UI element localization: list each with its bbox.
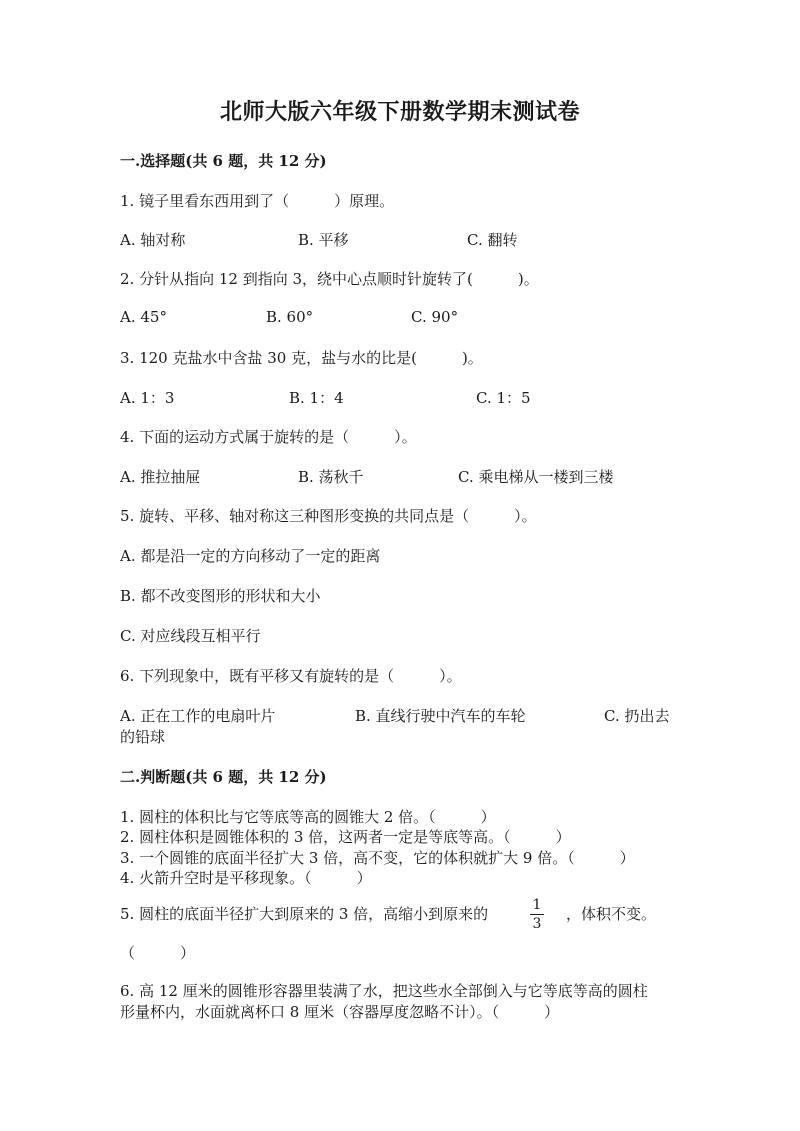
q3-option-c: C. 1：5: [476, 389, 531, 407]
q4-option-b: B. 荡秋千: [298, 468, 364, 486]
tf-item-5-fraction: [528, 898, 546, 931]
q5-text: 5. 旋转、平移、轴对称这三种图形变换的共同点是（ ）。: [120, 507, 537, 525]
q5-option-a: A. 都是沿一定的方向移动了一定的距离: [120, 547, 381, 565]
q4-option-a: A. 推拉抽屉: [120, 468, 201, 486]
q1-option-c: C. 翻转: [467, 231, 518, 249]
tf-item-5-blank: （ ）: [120, 944, 196, 962]
tf-item-1: 1. 圆柱的体积比与它等底等高的圆锥大 2 倍。（ ）: [120, 808, 496, 826]
q6-text: 6. 下列现象中，既有平移又有旋转的是（ ）。: [120, 667, 462, 685]
q6-option-a: A. 正在工作的电扇叶片: [120, 707, 276, 725]
q4-text: 4. 下面的运动方式属于旋转的是（ ）。: [120, 428, 417, 446]
tf-item-6-line1: 6. 高 12 厘米的圆锥形容器里装满了水，把这些水全部倒入与它等底等高的圆柱: [120, 982, 648, 1000]
q1-option-a: A. 轴对称: [120, 231, 186, 249]
tf-item-6-line2: 形量杯内，水面就离杯口 8 厘米（容器厚度忽略不计）。（ ）: [120, 1003, 560, 1021]
tf-item-4: 4. 火箭升空时是平移现象。（ ）: [120, 869, 372, 887]
tf-item-5-after: ，体积不变。: [566, 905, 657, 923]
q6-option-c-continued: 的铅球: [120, 728, 166, 746]
section2-heading: 二.判断题(共 6 题，共 12 分): [120, 768, 327, 786]
q2-option-c: C. 90°: [411, 308, 459, 326]
page-title: 北师大版六年级下册数学期末测试卷: [219, 99, 580, 125]
section1-heading: 一.选择题(共 6 题，共 12 分): [120, 152, 327, 170]
q2-option-a: A. 45°: [120, 308, 167, 326]
tf-item-5-text: 5. 圆柱的底面半径扩大到原来的 3 倍，高缩小到原来的: [120, 905, 489, 923]
q6-option-b: B. 直线行驶中汽车的车轮: [355, 707, 526, 725]
tf-item-3: 3. 一个圆锥的底面半径扩大 3 倍，高不变，它的体积就扩大 9 倍。（ ）: [120, 849, 635, 867]
q2-text: 2. 分针从指向 12 到指向 3，绕中心点顺时针旋转了( )。: [120, 270, 539, 288]
fraction-numerator: 1: [532, 897, 542, 913]
q1-option-b: B. 平移: [298, 231, 349, 249]
q5-option-b: B. 都不改变图形的形状和大小: [120, 587, 321, 605]
q5-option-c: C. 对应线段互相平行: [120, 627, 261, 645]
q3-option-a: A. 1：3: [120, 389, 175, 407]
fraction-denominator: 3: [532, 916, 542, 932]
q2-option-b: B. 60°: [266, 308, 314, 326]
tf-item-2: 2. 圆柱体积是圆锥体积的 3 倍，这两者一定是等底等高。（ ）: [120, 828, 571, 846]
q6-option-c: C. 扔出去: [604, 707, 670, 725]
q3-text: 3. 120 克盐水中含盐 30 克，盐与水的比是( )。: [120, 349, 483, 367]
q1-text: 1. 镜子里看东西用到了（ ）原理。: [120, 192, 395, 210]
q4-option-c: C. 乘电梯从一楼到三楼: [458, 468, 614, 486]
q3-option-b: B. 1：4: [289, 389, 344, 407]
